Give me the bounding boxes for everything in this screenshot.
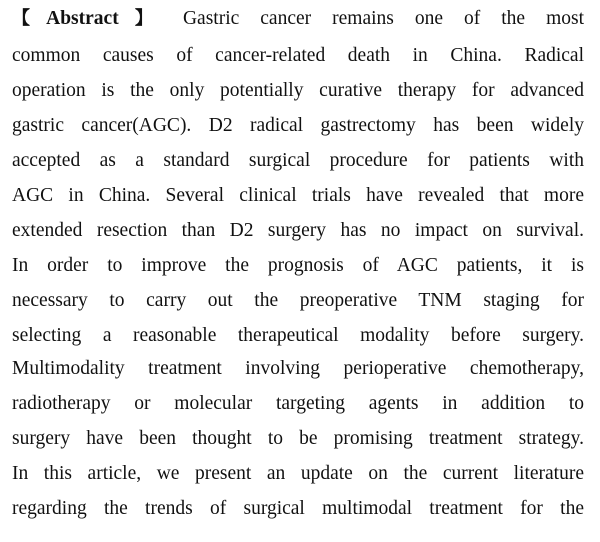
abstract-line-7: extended resection than D2 surgery has no impact on survival. <box>12 220 584 241</box>
abstract-line-15: regarding the trends of surgical multimodal treatment for the <box>12 498 584 519</box>
abstract-line-13: surgery have been thought to be promising treatment strategy. <box>12 428 584 449</box>
abstract-line-3: operation is the only potentially curative therapy for advanced <box>12 80 584 101</box>
abstract-bracket-open: 【 <box>12 8 47 29</box>
abstract-line-2: common causes of cancer-related death in China. Radical <box>12 45 584 66</box>
abstract-line-1 <box>12 6 584 32</box>
abstract-bracket-close: 】 <box>118 8 169 29</box>
abstract-line-10: selecting a reasonable therapeutical modality before surgery. <box>12 325 584 346</box>
abstract-line-6: AGC in China. Several clinical trials have revealed that more <box>12 185 584 206</box>
abstract-line-11: Multimodality treatment involving perioperative chemotherapy, <box>12 358 584 379</box>
abstract-label: Abstract <box>46 8 119 29</box>
abstract-line-4: gastric cancer(AGC). D2 radical gastrectomy has been widely <box>12 115 584 136</box>
abstract-line-12: radiotherapy or molecular targeting agents in addition to <box>12 393 584 414</box>
abstract-line-9: necessary to carry out the preoperative TNM staging for <box>12 290 584 311</box>
abstract-line-8: In order to improve the prognosis of AGC patients, it is <box>12 255 584 276</box>
abstract-line-text: Gastric cancer remains one of the most <box>182 8 584 29</box>
abstract-line-14: In this article, we present an update on the current literature <box>12 463 584 484</box>
abstract-line-5: accepted as a standard surgical procedure for patients with <box>12 150 584 171</box>
